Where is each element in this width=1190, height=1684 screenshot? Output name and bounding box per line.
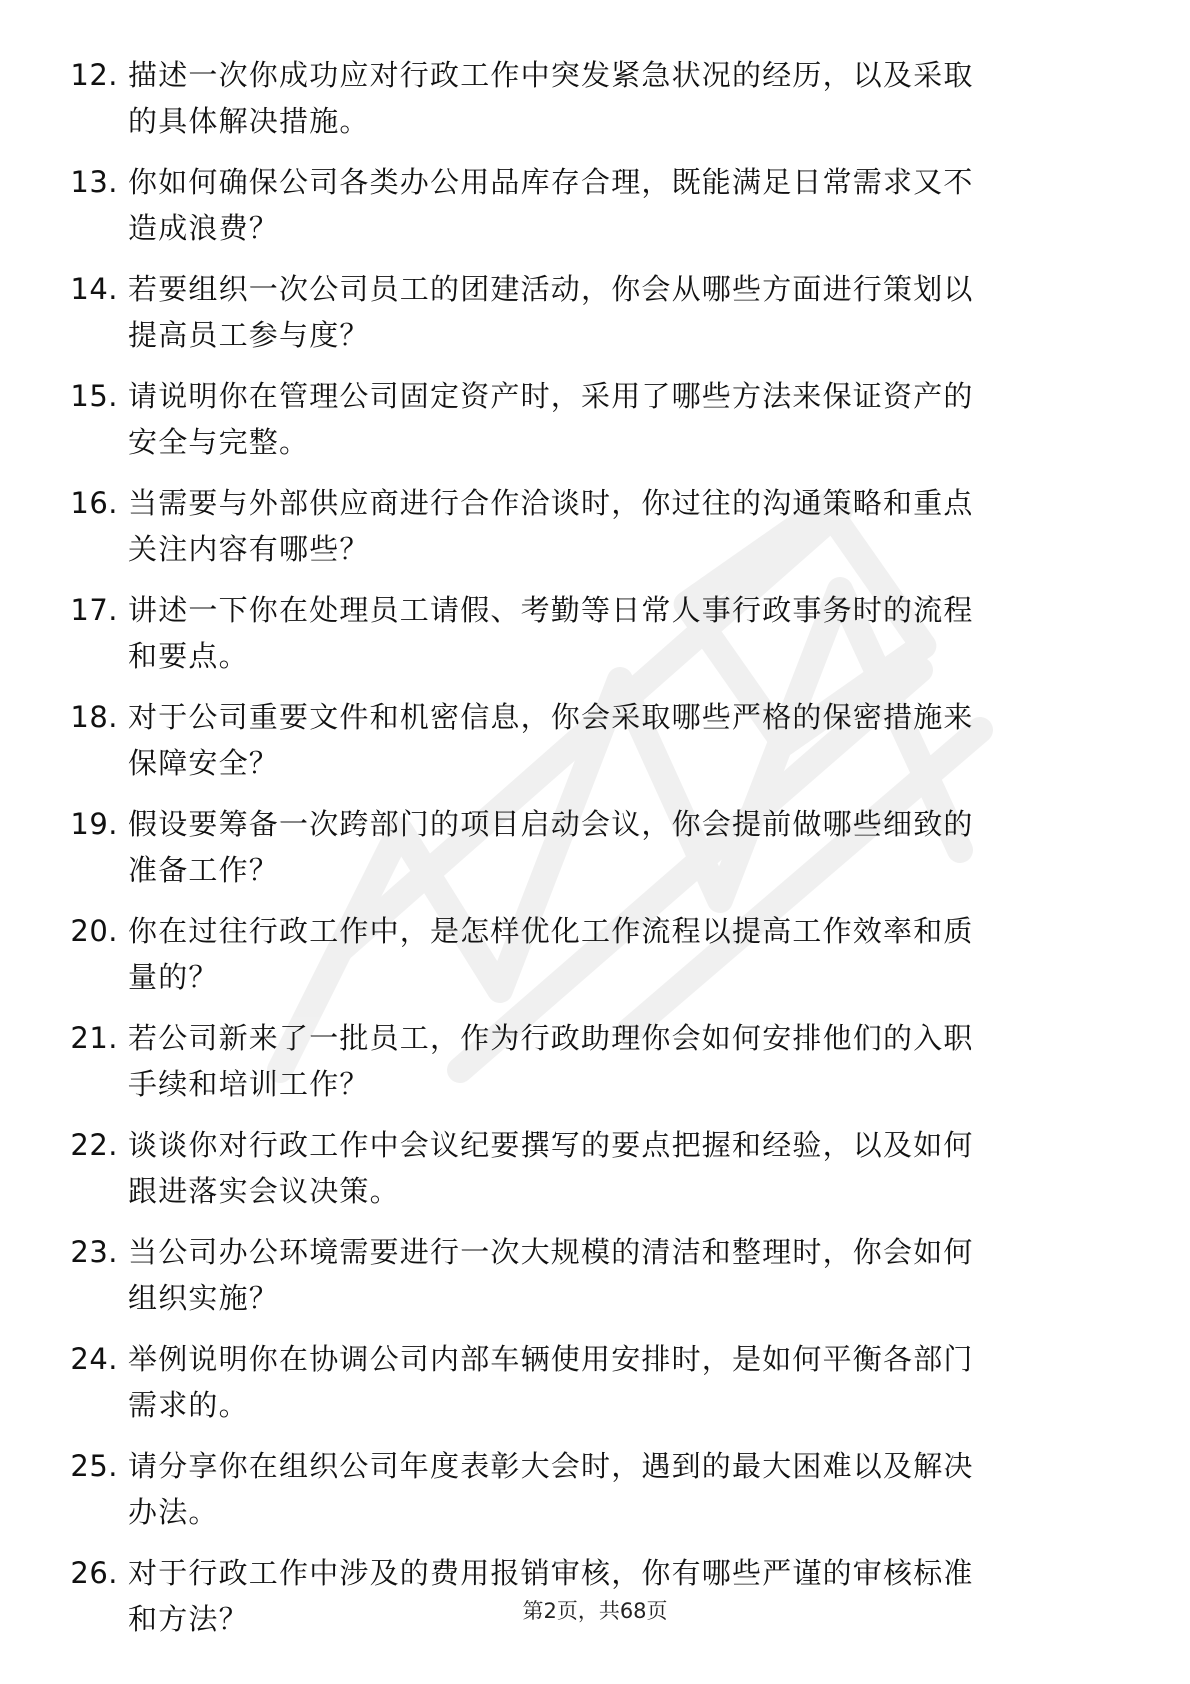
question-text: [128, 373, 1128, 465]
question-item: [0, 1229, 1190, 1336]
question-number: 15.: [70, 379, 118, 413]
question-text-line: 需求的。: [128, 1388, 249, 1422]
question-number: 16.: [70, 486, 118, 520]
question-number: 20.: [70, 914, 118, 948]
question-text-line: 请分享你在组织公司年度表彰大会时，遇到的最大困难以及解决: [128, 1449, 974, 1483]
question-text-line: 的具体解决措施。: [128, 104, 370, 138]
question-text-line: 举例说明你在协调公司内部车辆使用安排时，是如何平衡各部门: [128, 1342, 974, 1376]
question-text: [128, 159, 1128, 251]
question-text-line: 准备工作？: [128, 853, 280, 887]
question-item: [0, 908, 1190, 1015]
question-text-line: 你在过往行政工作中，是怎样优化工作流程以提高工作效率和质: [128, 914, 974, 948]
question-text: [128, 908, 1128, 1000]
question-text-line: 当公司办公环境需要进行一次大规模的清洁和整理时，你会如何: [128, 1235, 974, 1269]
question-number: 18.: [70, 700, 118, 734]
page-number-footer: 第2页，共68页: [522, 1599, 668, 1623]
question-text: [128, 801, 1128, 893]
question-item: [0, 480, 1190, 587]
question-text-line: 讲述一下你在处理员工请假、考勤等日常人事行政事务时的流程: [128, 593, 974, 627]
question-text-line: 你如何确保公司各类办公用品库存合理，既能满足日常需求又不: [128, 165, 974, 199]
question-text: [128, 694, 1128, 786]
question-text: [128, 1122, 1128, 1214]
question-number: 22.: [70, 1128, 118, 1162]
question-number: 26.: [70, 1556, 118, 1590]
question-text-line: 和要点。: [128, 639, 249, 673]
question-item: [0, 52, 1190, 159]
question-number: 21.: [70, 1021, 118, 1055]
question-item: [0, 1122, 1190, 1229]
question-item: [0, 266, 1190, 373]
question-text-line: 手续和培训工作？: [128, 1067, 370, 1101]
question-text-line: 跟进落实会议决策。: [128, 1174, 400, 1208]
question-text-line: 提高员工参与度？: [128, 318, 370, 352]
question-text-line: 对于公司重要文件和机密信息，你会采取哪些严格的保密措施来: [128, 700, 974, 734]
question-number: 25.: [70, 1449, 118, 1483]
question-text-line: 假设要筹备一次跨部门的项目启动会议，你会提前做哪些细致的: [128, 807, 974, 841]
question-text: [128, 1229, 1128, 1321]
question-text: [128, 587, 1128, 679]
question-item: [0, 1015, 1190, 1122]
question-text-line: 描述一次你成功应对行政工作中突发紧急状况的经历，以及采取: [128, 58, 974, 92]
question-text: [128, 1336, 1128, 1428]
interview-question-list: [0, 52, 1190, 1657]
question-text-line: 谈谈你对行政工作中会议纪要撰写的要点把握和经验，以及如何: [128, 1128, 974, 1162]
question-text-line: 和方法？: [128, 1602, 249, 1636]
question-text: [128, 52, 1128, 144]
question-text-line: 若要组织一次公司员工的团建活动，你会从哪些方面进行策划以: [128, 272, 974, 306]
question-number: 24.: [70, 1342, 118, 1376]
question-number: 23.: [70, 1235, 118, 1269]
question-item: [0, 1336, 1190, 1443]
question-text-line: 组织实施？: [128, 1281, 280, 1315]
question-item: [0, 1443, 1190, 1550]
question-item: [0, 373, 1190, 480]
question-item: [0, 694, 1190, 801]
question-item: [0, 587, 1190, 694]
question-text-line: 造成浪费？: [128, 211, 280, 245]
question-text-line: 当需要与外部供应商进行合作洽谈时，你过往的沟通策略和重点: [128, 486, 974, 520]
question-text-line: 对于行政工作中涉及的费用报销审核，你有哪些严谨的审核标准: [128, 1556, 974, 1590]
question-text: [128, 266, 1128, 358]
question-text-line: 若公司新来了一批员工，作为行政助理你会如何安排他们的入职: [128, 1021, 974, 1055]
question-item: [0, 159, 1190, 266]
question-text: [128, 1443, 1128, 1535]
question-number: 14.: [70, 272, 118, 306]
question-number: 17.: [70, 593, 118, 627]
question-number: 19.: [70, 807, 118, 841]
question-text-line: 关注内容有哪些？: [128, 532, 370, 566]
question-text-line: 保障安全？: [128, 746, 280, 780]
question-number: 13.: [70, 165, 118, 199]
question-text-line: 量的？: [128, 960, 219, 994]
question-text-line: 安全与完整。: [128, 425, 310, 459]
question-item: [0, 801, 1190, 908]
question-number: 12.: [70, 58, 118, 92]
question-text: [128, 480, 1128, 572]
question-text-line: 请说明你在管理公司固定资产时，采用了哪些方法来保证资产的: [128, 379, 974, 413]
question-text: [128, 1015, 1128, 1107]
question-text-line: 办法。: [128, 1495, 219, 1529]
